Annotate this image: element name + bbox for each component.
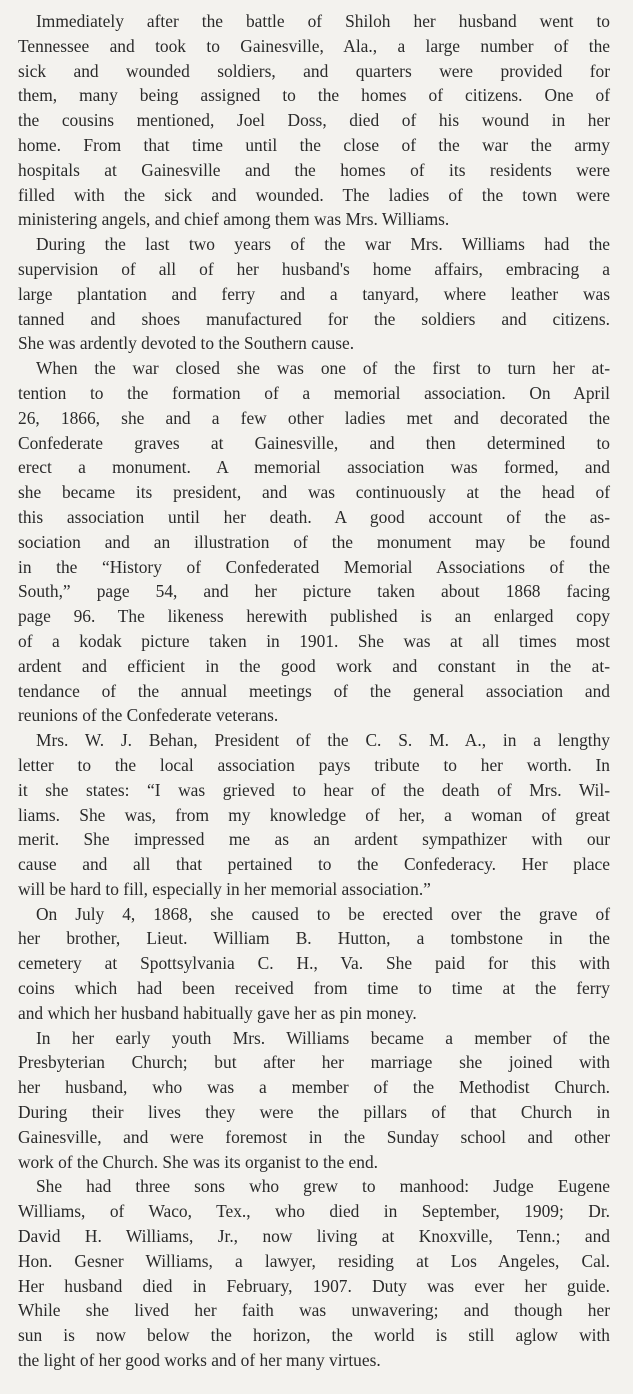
text-line: and which her husband habitually gave her as pin money. (18, 1002, 417, 1023)
text-line: ardent and efficient in the good work and constant in the at- (18, 655, 610, 676)
text-line: tention to the formation of a memorial association. On April (18, 382, 610, 403)
text-line: 26, 1866, she and a few other ladies met and decorated the (18, 407, 610, 428)
text-line: During the last two years of the war Mrs. Williams had the (36, 234, 610, 255)
text-line: When the war closed she was one of the first to turn her at- (36, 358, 610, 379)
text-line: this association until her death. A good account of the as- (18, 506, 610, 527)
text-line: tanned and shoes manufactured for the soldiers and citizens. (18, 308, 610, 329)
text-line: liams. She was, from my knowledge of her, a woman of great (18, 804, 610, 825)
text-line: Immediately after the battle of Shiloh her husband went to (36, 11, 610, 31)
text-line: She had three sons who grew to manhood: Judge Eugene (36, 1176, 610, 1197)
text-line: cause and all that pertained to the Confederacy. Her place (18, 854, 610, 875)
paragraph-5 (18, 902, 610, 1026)
text-line: page 96. The likeness herewith published is an enlarged copy (18, 606, 610, 627)
text-line: coins which had been received from time to time at the ferry (18, 978, 610, 999)
text-line: will be hard to fill, especially in her memorial association.” (18, 878, 431, 899)
text-line: home. From that time until the close of the war the army (18, 134, 610, 155)
paragraph-2 (18, 232, 610, 356)
text-line: merit. She impressed me as an ardent sympathizer with our (18, 829, 610, 850)
text-line: it she states: “I was grieved to hear of the death of Mrs. Wil- (18, 779, 610, 800)
text-line: South,” page 54, and her picture taken about 1868 facing (18, 581, 610, 602)
text-line: her brother, Lieut. William B. Hutton, a tombstone in the (18, 928, 610, 949)
text-line: supervision of all of her husband's home affairs, embracing a (18, 258, 610, 279)
text-line: Presbyterian Church; but after her marriage she joined with (18, 1052, 610, 1073)
text-line: her husband, who was a member of the Methodist Church. (18, 1077, 610, 1098)
text-line: In her early youth Mrs. Williams became a member of the (36, 1027, 610, 1048)
text-line: them, many being assigned to the homes of citizens. One of (18, 85, 610, 106)
text-line: in the “History of Confederated Memorial Associations of the (18, 556, 610, 577)
text-line: letter to the local association pays tribute to her worth. In (18, 754, 610, 775)
text-line: She was ardently devoted to the Southern cause. (18, 333, 355, 354)
text-line: reunions of the Confederate veterans. (18, 705, 279, 726)
text-line: Hon. Gesner Williams, a lawyer, residing at Los Angeles, Cal. (18, 1250, 610, 1271)
paragraph-7 (18, 1174, 610, 1372)
paragraph-6 (18, 1026, 610, 1175)
text-line: Williams, of Waco, Tex., who died in September, 1909; Dr. (18, 1201, 610, 1222)
text-line: sociation and an illustration of the monument may be found (18, 531, 610, 552)
paragraph-1 (18, 9, 610, 232)
text-line: tendance of the annual meetings of the general association and (18, 680, 610, 701)
text-line: While she lived her faith was unwavering; and though her (18, 1300, 610, 1321)
text-line: ministering angels, and chief among them was Mrs. Williams. (18, 209, 450, 230)
text-column (18, 9, 610, 1373)
text-line: sick and wounded soldiers, and quarters were provided for (18, 60, 610, 81)
text-line: Her husband died in February, 1907. Duty was ever her guide. (18, 1275, 610, 1296)
text-line: On July 4, 1868, she caused to be erected over the grave of (36, 903, 610, 924)
text-line: she became its president, and was continuously at the head of (18, 482, 610, 503)
text-line: Confederate graves at Gainesville, and then determined to (18, 432, 610, 453)
text-line: filled with the sick and wounded. The ladies of the town were (18, 184, 610, 205)
text-line: large plantation and ferry and a tanyard, where leather was (18, 283, 610, 304)
text-line: Tennessee and took to Gainesville, Ala., a large number of the (18, 35, 610, 56)
text-line: During their lives they were the pillars of that Church in (18, 1102, 610, 1123)
text-line: cemetery at Spottsylvania C. H., Va. She paid for this with (18, 953, 610, 974)
text-line: Gainesville, and were foremost in the Sunday school and other (18, 1126, 610, 1147)
paragraph-4 (18, 728, 610, 902)
text-line: erect a monument. A memorial association was formed, and (18, 457, 610, 478)
text-line: the cousins mentioned, Joel Doss, died of his wound in her (18, 110, 610, 131)
text-line: David H. Williams, Jr., now living at Knoxville, Tenn.; and (18, 1226, 610, 1247)
text-line: hospitals at Gainesville and the homes of its residents were (18, 159, 610, 180)
text-line: sun is now below the horizon, the world is still aglow with (18, 1325, 610, 1346)
text-line: of a kodak picture taken in 1901. She was at all times most (18, 630, 610, 651)
text-line: the light of her good works and of her many virtues. (18, 1350, 381, 1371)
paragraph-3 (18, 356, 610, 728)
text-line: Mrs. W. J. Behan, President of the C. S. M. A., in a lengthy (36, 730, 610, 751)
text-line: work of the Church. She was its organist to the end. (18, 1151, 378, 1172)
